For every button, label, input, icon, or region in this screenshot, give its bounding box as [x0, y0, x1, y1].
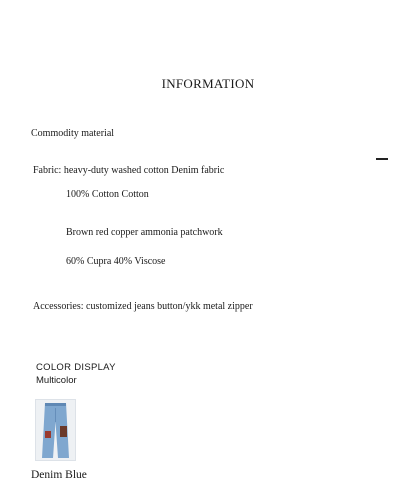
- patchwork-line: Brown red copper ammonia patchwork: [66, 227, 223, 238]
- patchwork-composition: 60% Cupra 40% Viscose: [66, 256, 166, 267]
- color-swatch-denim-blue[interactable]: [35, 399, 76, 461]
- color-display-value: Multicolor: [36, 375, 77, 386]
- fabric-line: Fabric: heavy-duty washed cotton Denim fabric: [33, 165, 225, 176]
- swatch-label: Denim Blue: [31, 469, 87, 481]
- section-label-material: Commodity material: [31, 128, 115, 139]
- collapse-dash-icon: [376, 158, 388, 160]
- fabric-composition: 100% Cotton Cotton: [66, 189, 149, 200]
- jeans-image: [36, 400, 75, 460]
- color-display-heading: COLOR DISPLAY: [36, 362, 116, 373]
- accessories-line: Accessories: customized jeans button/ykk metal zipper: [33, 301, 253, 312]
- page-title: INFORMATION: [161, 76, 255, 91]
